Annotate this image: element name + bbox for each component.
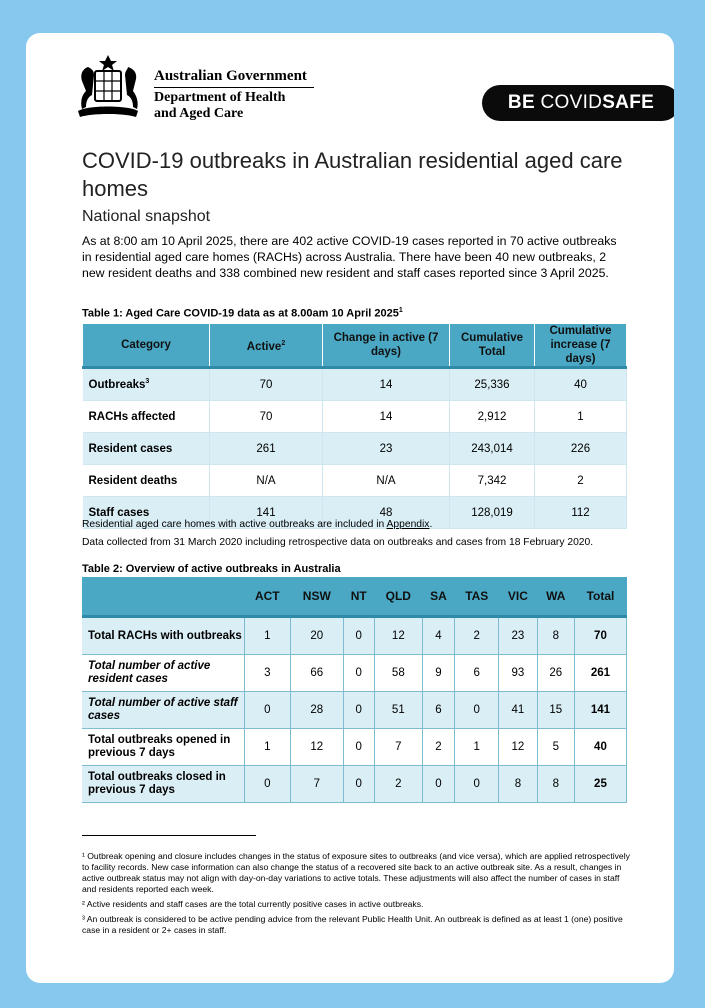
cell-active: 141 — [210, 497, 323, 529]
cell-change: 14 — [323, 368, 450, 401]
cell-value: 12 — [499, 729, 537, 766]
page-subtitle: National snapshot — [82, 208, 211, 225]
row-category — [83, 368, 210, 401]
appendix-link[interactable]: Appendix — [386, 519, 430, 530]
wordmark-divider — [154, 87, 314, 88]
table-row — [83, 401, 627, 433]
header-total: Total — [574, 577, 626, 617]
cell-change: N/A — [323, 465, 450, 497]
department-line-2: and Aged Care — [154, 106, 244, 121]
department-line-1: Department of Health — [154, 90, 286, 105]
cell-value: 28 — [291, 692, 343, 729]
cell-value: 5 — [537, 729, 574, 766]
covidsafe-safe: SAFE — [602, 92, 655, 113]
header-blank — [82, 577, 244, 617]
cell-value: 4 — [422, 617, 455, 655]
row-label: Total outbreaks opened in previous 7 days — [82, 729, 244, 766]
header-nsw: NSW — [291, 577, 343, 617]
page-title: COVID-19 outbreaks in Australian residential aged care homes — [82, 148, 623, 201]
cell-value: 0 — [244, 766, 291, 803]
outbreaks-by-state-table — [82, 577, 627, 803]
cell-cumulative: 243,014 — [450, 433, 535, 465]
appendix-note-text: Residential aged care homes with active outbreaks are included in — [82, 519, 387, 530]
cell-value: 0 — [343, 766, 374, 803]
cell-value: 0 — [343, 655, 374, 692]
table1-caption-text: Table 1: Aged Care COVID-19 data as at 8.00am 10 April 2025 — [82, 307, 399, 320]
table1-caption-sup: 1 — [398, 307, 403, 314]
cell-value: 66 — [291, 655, 343, 692]
cell-total: 141 — [574, 692, 626, 729]
cell-value: 26 — [537, 655, 574, 692]
cell-value: 3 — [244, 655, 291, 692]
table-row — [83, 368, 627, 401]
header-category: Category — [83, 324, 210, 368]
cell-increase: 226 — [535, 433, 627, 465]
table-row — [83, 433, 627, 465]
cell-total: 70 — [574, 617, 626, 655]
row-category-text: Outbreaks — [88, 378, 146, 391]
header-increase: Cumulative increase (7 days) — [535, 324, 627, 368]
government-wordmark — [154, 67, 314, 122]
cell-value: 51 — [374, 692, 422, 729]
cell-value: 8 — [499, 766, 537, 803]
cell-change: 48 — [323, 497, 450, 529]
table-row — [82, 655, 627, 692]
cell-change: 23 — [323, 433, 450, 465]
cell-value: 0 — [455, 692, 499, 729]
table-row — [82, 729, 627, 766]
header-change: Change in active (7 days) — [323, 324, 450, 368]
cell-value: 23 — [499, 617, 537, 655]
cell-increase: 2 — [535, 465, 627, 497]
cell-value: 0 — [244, 692, 291, 729]
cell-value: 12 — [291, 729, 343, 766]
cell-active: 70 — [210, 368, 323, 401]
cell-cumulative: 25,336 — [450, 368, 535, 401]
header-active-sup: 2 — [281, 339, 286, 347]
header-active-text: Active — [246, 340, 282, 353]
cell-value: 9 — [422, 655, 455, 692]
header-wa: WA — [537, 577, 574, 617]
header-active — [210, 324, 323, 368]
row-label: Total number of active staff cases — [82, 692, 244, 729]
aged-care-data-table — [82, 323, 627, 529]
cell-value: 0 — [455, 766, 499, 803]
row-category-text: Resident cases — [88, 442, 173, 455]
cell-value: 1 — [244, 729, 291, 766]
footnote-3: ³ An outbreak is considered to be active pending advice from the relevant Public Health Unit. An outbreak is defined as at least 1 (one) positive case in a resident or 2+ cases in staff. — [82, 914, 623, 935]
table1-caption — [82, 307, 403, 320]
cell-increase: 112 — [535, 497, 627, 529]
cell-value: 2 — [422, 729, 455, 766]
covidsafe-covid: COVID — [540, 92, 603, 113]
header-cumulative: Cumulative Total — [450, 324, 535, 368]
row-label: Total outbreaks closed in previous 7 days — [82, 766, 244, 803]
header-tas: TAS — [455, 577, 499, 617]
cell-active: 261 — [210, 433, 323, 465]
table2-caption: Table 2: Overview of active outbreaks in Australia — [82, 563, 341, 575]
header-act: ACT — [244, 577, 291, 617]
cell-value: 8 — [537, 617, 574, 655]
cell-value: 12 — [374, 617, 422, 655]
cell-value: 6 — [422, 692, 455, 729]
header-sa: SA — [422, 577, 455, 617]
footnote-2: ² Active residents and staff cases are the total currently positive cases in active outbreaks. — [82, 899, 424, 909]
cell-value: 1 — [244, 617, 291, 655]
cell-total: 261 — [574, 655, 626, 692]
cell-value: 58 — [374, 655, 422, 692]
row-category-text: Staff cases — [88, 506, 150, 519]
table-row — [82, 766, 627, 803]
cell-value: 0 — [343, 692, 374, 729]
cell-value: 15 — [537, 692, 574, 729]
footnotes — [82, 851, 630, 940]
cell-value: 0 — [343, 617, 374, 655]
cell-value: 2 — [374, 766, 422, 803]
cell-value: 2 — [455, 617, 499, 655]
header-nt: NT — [343, 577, 374, 617]
cell-cumulative: 7,342 — [450, 465, 535, 497]
cell-cumulative: 2,912 — [450, 401, 535, 433]
appendix-note — [82, 519, 432, 530]
table2-header-row — [82, 577, 627, 617]
coat-of-arms-icon — [68, 53, 148, 129]
table-row — [82, 617, 627, 655]
cell-value: 0 — [343, 729, 374, 766]
covidsafe-be: BE — [507, 92, 535, 113]
covidsafe-badge — [482, 85, 674, 121]
document-page — [26, 33, 674, 983]
row-category — [83, 465, 210, 497]
cell-active: 70 — [210, 401, 323, 433]
row-category-sup: 3 — [145, 378, 150, 386]
cell-value: 41 — [499, 692, 537, 729]
data-collection-note: Data collected from 31 March 2020 including retrospective data on outbreaks and cases from 18 February 2020. — [82, 537, 594, 548]
cell-total: 40 — [574, 729, 626, 766]
footnote-1: ¹ Outbreak opening and closure includes changes in the status of exposure sites to outbreaks (and vice versa), which are applied retrospectively to facility records. New case information can also change the status of a recovered site back to an active outbreak site. As a result, changes in active outbreak status may not align with day-on-day variations to active totals. These adjustments will also affect the number of cases in staff and residents reported each week. — [82, 851, 630, 894]
cell-value: 6 — [455, 655, 499, 692]
cell-value: 0 — [422, 766, 455, 803]
cell-value: 8 — [537, 766, 574, 803]
cell-increase: 1 — [535, 401, 627, 433]
appendix-note-end: . — [429, 519, 433, 530]
cell-change: 14 — [323, 401, 450, 433]
footnote-divider — [82, 835, 256, 836]
row-category — [83, 401, 210, 433]
table-row — [82, 692, 627, 729]
row-category-text: RACHs affected — [88, 410, 176, 423]
cell-value: 93 — [499, 655, 537, 692]
cell-total: 25 — [574, 766, 626, 803]
row-category — [83, 433, 210, 465]
row-category-text: Resident deaths — [88, 474, 178, 487]
cell-increase: 40 — [535, 368, 627, 401]
cell-value: 7 — [291, 766, 343, 803]
header-qld: QLD — [374, 577, 422, 617]
table1-header-row — [83, 324, 627, 368]
header-vic: VIC — [499, 577, 537, 617]
cell-cumulative: 128,019 — [450, 497, 535, 529]
table-row — [83, 465, 627, 497]
cell-value: 1 — [455, 729, 499, 766]
cell-value: 20 — [291, 617, 343, 655]
cell-active: N/A — [210, 465, 323, 497]
government-name: Australian Government — [154, 68, 307, 84]
header — [64, 53, 655, 133]
intro-paragraph: As at 8:00 am 10 April 2025, there are 402 active COVID-19 cases reported in 70 active outbreaks in residential aged care homes (RACHs) across Australia. There have been 40 new outbreaks, 2 new resident deaths and 338 combined new resident and staff cases reported since 3 April 2025. — [82, 234, 617, 280]
cell-value: 7 — [374, 729, 422, 766]
row-label: Total number of active resident cases — [82, 655, 244, 692]
row-label: Total RACHs with outbreaks — [82, 617, 244, 655]
